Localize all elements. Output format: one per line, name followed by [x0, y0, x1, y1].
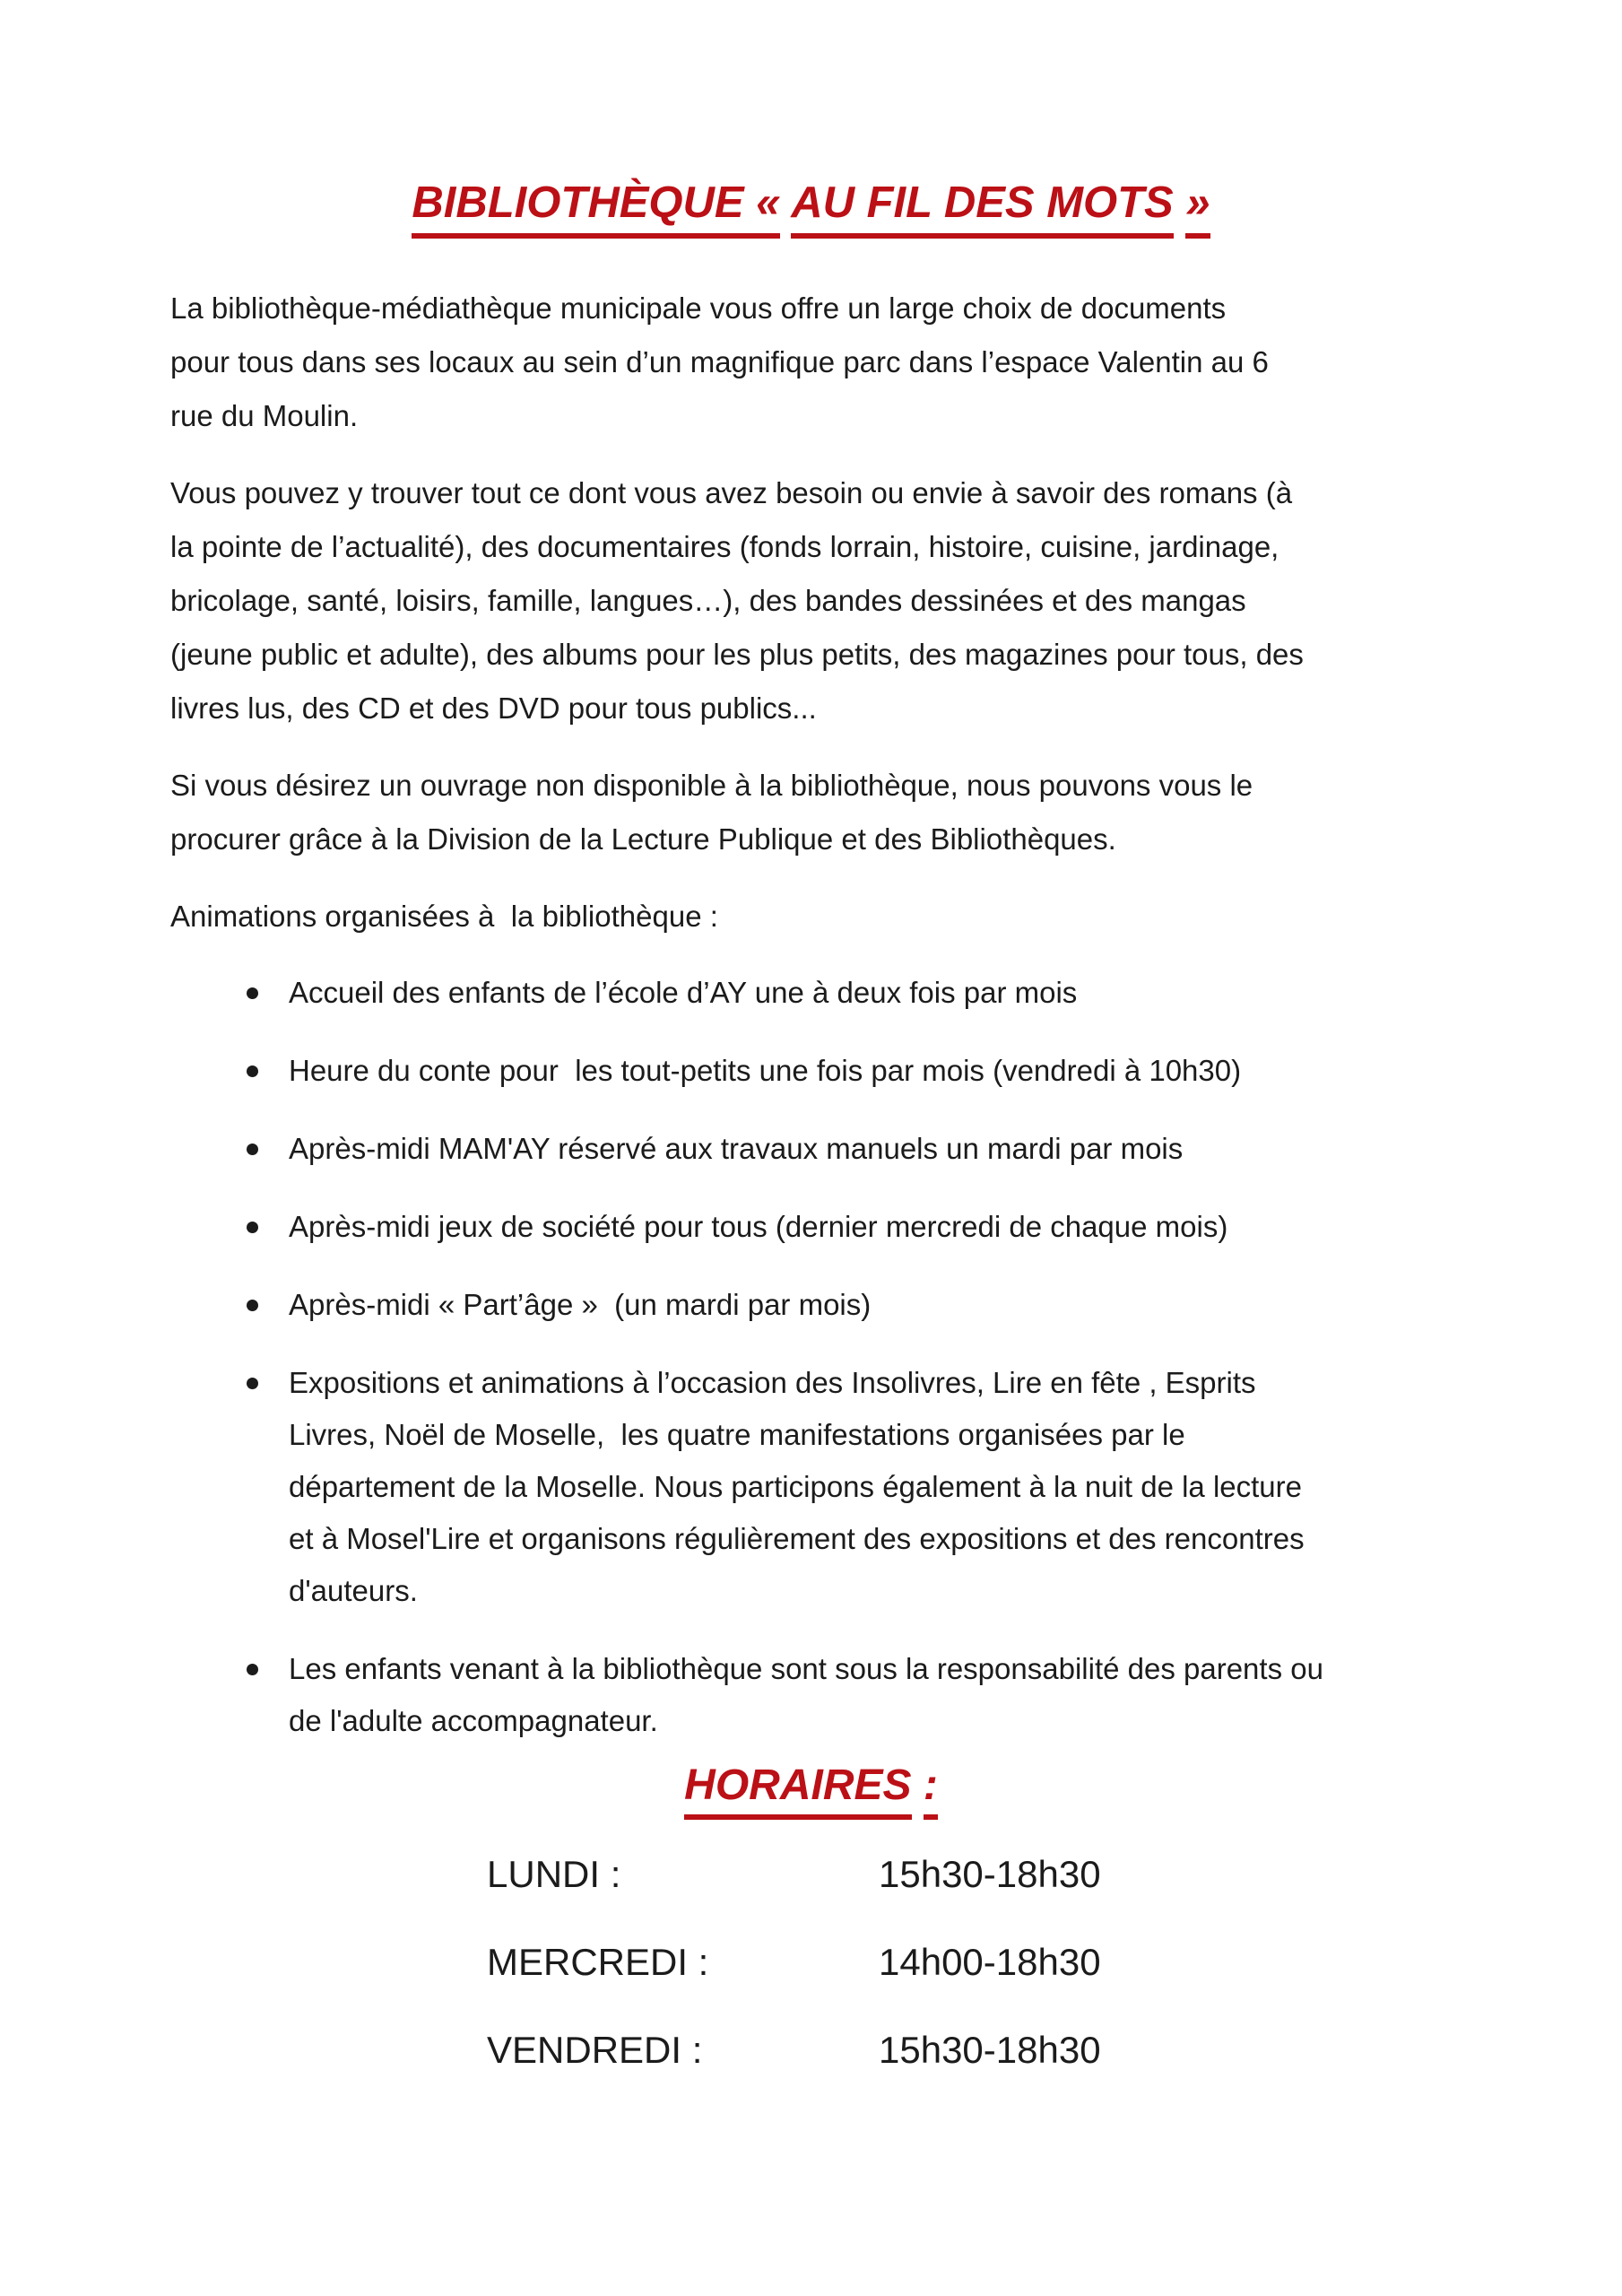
schedule [487, 1848, 1452, 2077]
list-item [170, 1045, 1452, 1097]
schedule-day: VENDREDI : [487, 2029, 703, 2071]
bullet-dot-icon [247, 1378, 258, 1389]
animations-intro [170, 890, 1452, 944]
list-item-line: et à Mosel'Lire et organisons régulièrement des expositions et des rencontres [289, 1522, 1305, 1555]
bullet-dot-icon [247, 1144, 258, 1155]
paragraph-line: Vous pouvez y trouver tout ce dont vous avez besoin ou envie à savoir des romans (à [170, 476, 1293, 509]
bullet-dot-icon [247, 1300, 258, 1311]
paragraph-line: procurer grâce à la Division de la Lecture Publique et des Bibliothèques. [170, 822, 1116, 856]
paragraph-line: Animations organisées à la bibliothèque : [170, 900, 718, 933]
schedule-row [487, 2023, 1452, 2077]
list-item [170, 1357, 1452, 1617]
bullet-dot-icon [247, 987, 258, 999]
horaires-heading [170, 1760, 1452, 1812]
list-item [170, 1643, 1452, 1747]
list-item-line: Après-midi MAM'AY réservé aux travaux manuels un mardi par mois [289, 1132, 1184, 1165]
schedule-row [487, 1848, 1452, 1901]
list-item-line: d'auteurs. [289, 1574, 418, 1607]
list-item-line: département de la Moselle. Nous participons également à la nuit de la lecture [289, 1470, 1302, 1503]
page-title-segment-1: BIBLIOTHÈQUE « [412, 178, 780, 239]
list-item-line: Accueil des enfants de l’école d’AY une à deux fois par mois [289, 976, 1078, 1009]
list-item [170, 1279, 1452, 1331]
paragraph-line: La bibliothèque-médiathèque municipale vous offre un large choix de documents [170, 291, 1227, 325]
list-item-line: Les enfants venant à la bibliothèque sont sous la responsabilité des parents ou [289, 1652, 1323, 1685]
schedule-day: MERCREDI : [487, 1941, 709, 1983]
paragraph-line: Si vous désirez un ouvrage non disponible à la bibliothèque, nous pouvons vous le [170, 769, 1253, 802]
page-title [170, 176, 1452, 230]
page-title-segment-2: AU FIL DES MOTS [791, 178, 1174, 239]
bullet-dot-icon [247, 1222, 258, 1233]
collections-paragraph [170, 466, 1452, 735]
paragraph-line: rue du Moulin. [170, 399, 359, 432]
paragraph-line: bricolage, santé, loisirs, famille, langues…), des bandes dessinées et des mangas [170, 584, 1246, 617]
procurement-paragraph [170, 759, 1452, 866]
schedule-row [487, 1935, 1452, 1989]
schedule-hours: 14h00-18h30 [879, 1941, 1101, 1983]
list-item-line: Livres, Noël de Moselle, les quatre manifestations organisées par le [289, 1418, 1185, 1451]
bullet-dot-icon [247, 1065, 258, 1077]
list-item-line: Après-midi « Part’âge » (un mardi par mois) [289, 1288, 872, 1321]
list-item-line: Expositions et animations à l’occasion des Insolivres, Lire en fête , Esprits [289, 1366, 1256, 1399]
paragraph-line: (jeune public et adulte), des albums pour les plus petits, des magazines pour tous, des [170, 638, 1304, 671]
paragraph-line: la pointe de l’actualité), des documentaires (fonds lorrain, histoire, cuisine, jardinage, [170, 530, 1279, 563]
list-item-line: Heure du conte pour les tout-petits une fois par mois (vendredi à 10h30) [289, 1054, 1242, 1087]
horaires-heading-segment-1: HORAIRES [684, 1761, 911, 1820]
list-item [170, 1201, 1452, 1253]
intro-paragraph [170, 282, 1452, 443]
list-item-line: de l'adulte accompagnateur. [289, 1704, 658, 1737]
schedule-day: LUNDI : [487, 1853, 621, 1895]
page-title-segment-3: » [1185, 178, 1210, 239]
schedule-hours: 15h30-18h30 [879, 1853, 1101, 1895]
horaires-heading-segment-2: : [924, 1761, 938, 1820]
list-item [170, 967, 1452, 1019]
list-item-line: Après-midi jeux de société pour tous (dernier mercredi de chaque mois) [289, 1210, 1228, 1243]
schedule-hours: 15h30-18h30 [879, 2029, 1101, 2071]
list-item [170, 1123, 1452, 1175]
paragraph-line: livres lus, des CD et des DVD pour tous publics... [170, 691, 817, 725]
paragraph-line: pour tous dans ses locaux au sein d’un magnifique parc dans l’espace Valentin au 6 [170, 345, 1269, 378]
animations-list [170, 967, 1452, 1747]
bullet-dot-icon [247, 1664, 258, 1675]
